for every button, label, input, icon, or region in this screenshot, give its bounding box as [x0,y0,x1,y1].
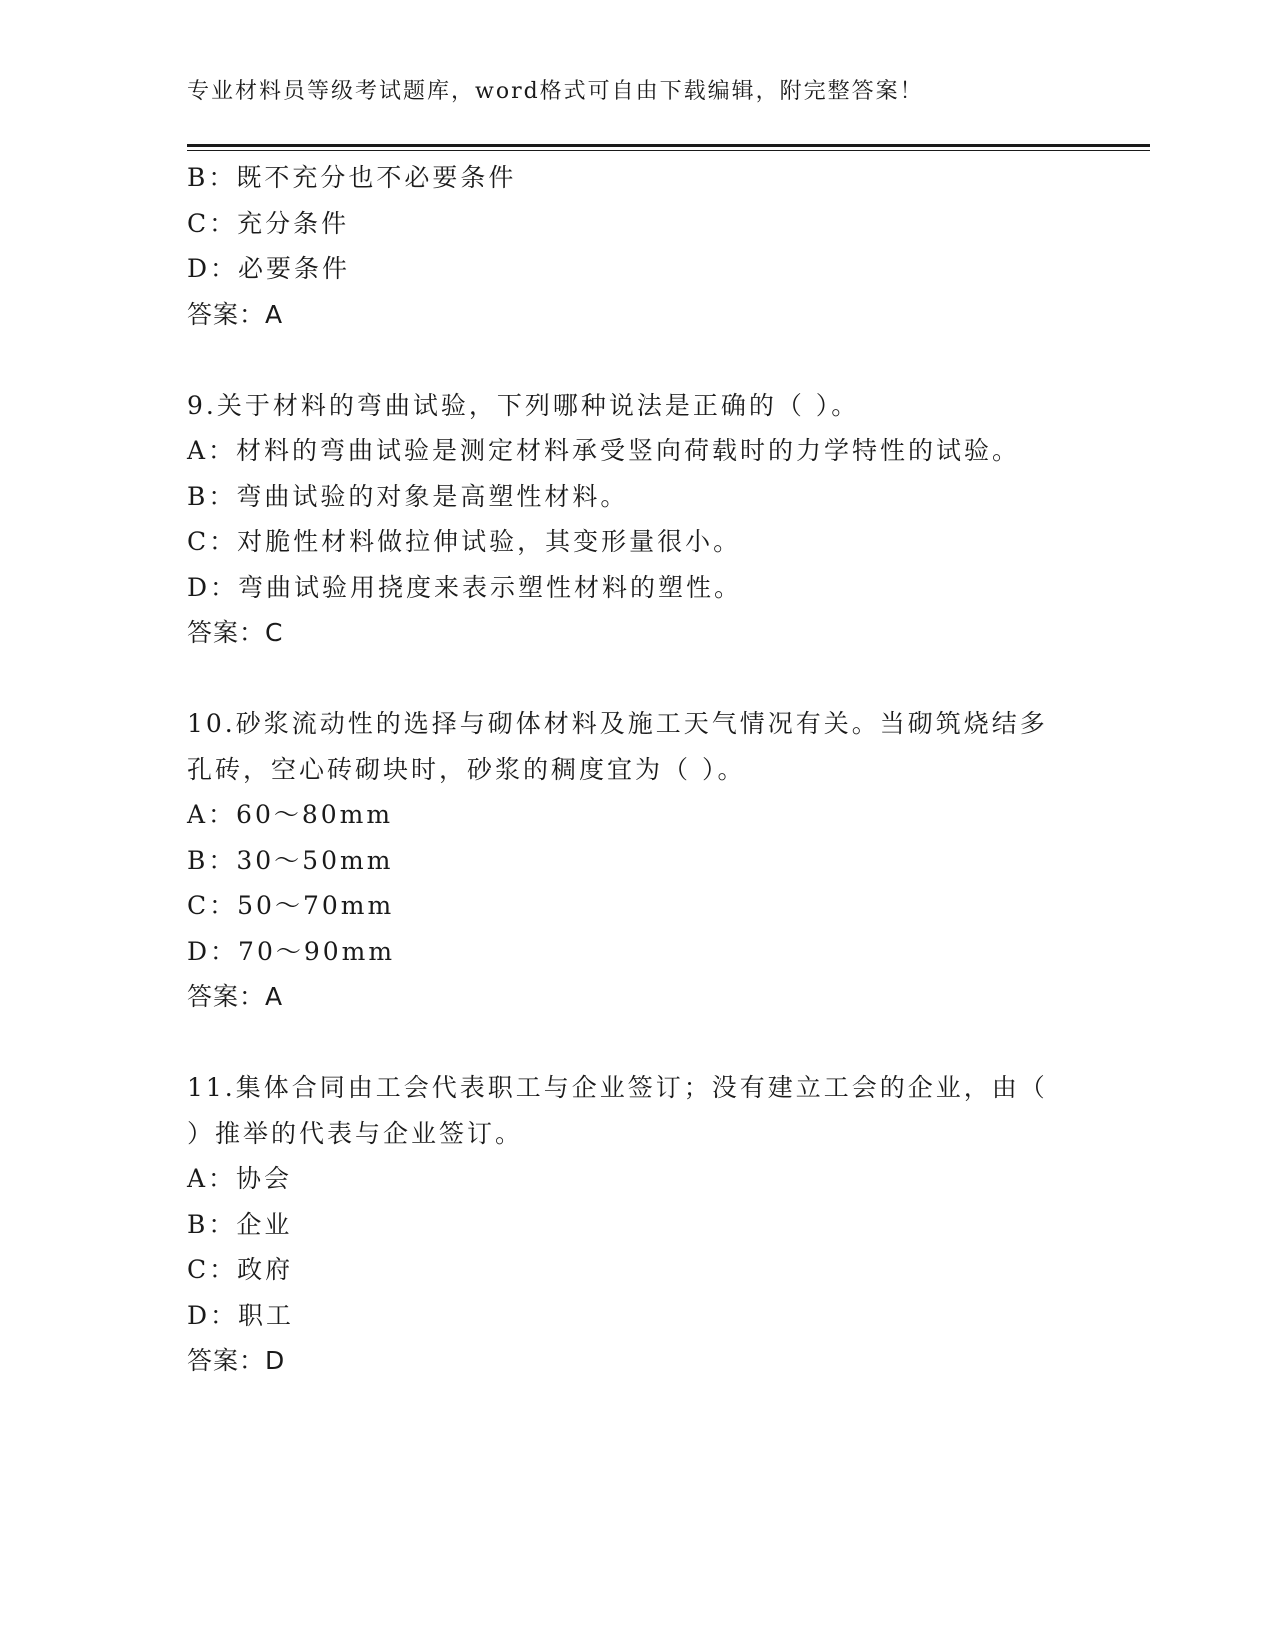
option-line: D：必要条件 [187,254,351,283]
option-line: A：60～80mm [187,800,394,829]
option-line: D：70～90mm [187,936,396,966]
option-line: B：既不充分也不必要条件 [187,163,517,192]
header-divider [187,144,1150,147]
question-text: 9.关于材料的弯曲试验，下列哪种说法是正确的（ ）。 [187,390,860,420]
option-line: C：对脆性材料做拉伸试验，其变形量很小。 [187,527,742,556]
answer-line: 答案：A [187,299,284,329]
option-line: D：弯曲试验用挠度来表示塑性材料的塑性。 [187,572,743,602]
option-line: B：企业 [187,1209,293,1239]
question-text: 11.集体合同由工会代表职工与企业签订；没有建立工会的企业，由（ [187,1073,1048,1102]
option-line: A：协会 [187,1164,293,1193]
answer-line: 答案：D [187,1346,286,1375]
option-line: B：30～50mm [187,845,394,875]
question-text: ）推举的代表与企业签订。 [187,1118,524,1148]
paragraph-gap [187,1020,1087,1066]
option-line: C：50～70mm [187,891,395,920]
page-header: 专业材料员等级考试题库，word格式可自由下载编辑，附完整答案！ [187,79,924,104]
question-text: 孔砖，空心砖砌块时，砂浆的稠度宜为（ ）。 [187,754,746,784]
header-divider-thin [187,150,1150,151]
option-line: A：材料的弯曲试验是测定材料承受竖向荷载时的力学特性的试验。 [187,436,1021,465]
option-line: B：弯曲试验的对象是高塑性材料。 [187,481,629,511]
paragraph-gap [187,337,1087,383]
paragraph-gap [187,656,1087,702]
option-line: C：政府 [187,1255,294,1284]
answer-line: 答案：C [187,618,284,647]
option-line: C：充分条件 [187,208,350,238]
answer-line: 答案：A [187,982,284,1011]
option-line: D：职工 [187,1300,295,1330]
question-text: 10.砂浆流动性的选择与砌体材料及施工天气情况有关。当砌筑烧结多 [187,709,1048,738]
question-list [187,155,1087,1384]
